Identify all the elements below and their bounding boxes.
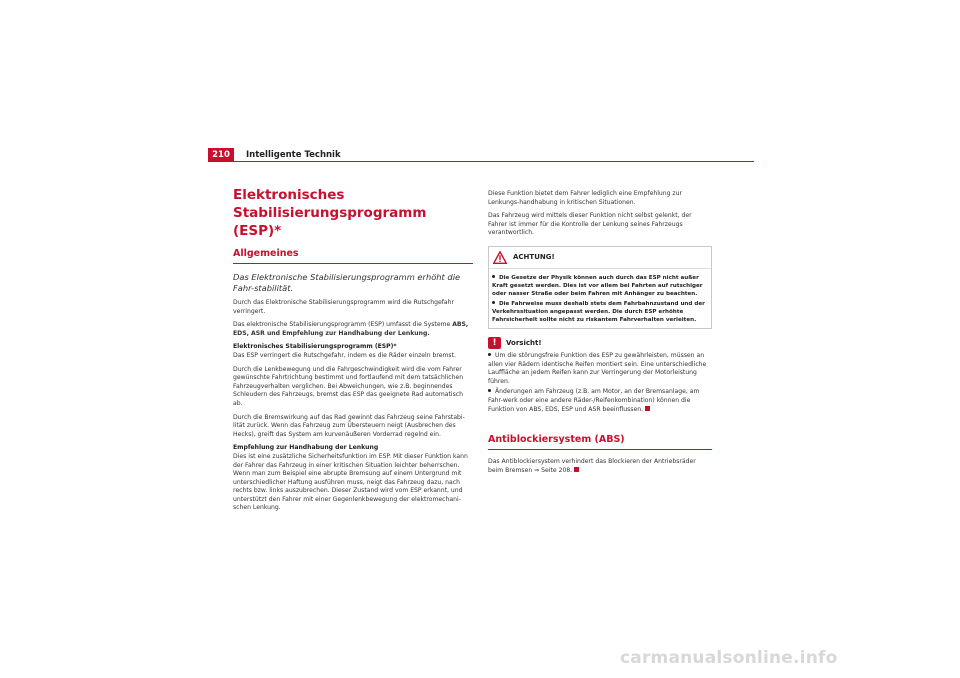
paragraph: Diese Funktion bietet dem Fahrer lediglich eine Empfehlung zur Lenkungs-handhabung in kritischen Situationen.	[488, 190, 682, 206]
paragraph: Das Fahrzeug wird mittels dieser Funktion nicht selbst gelenkt, der Fahrer ist immer für die Kontrolle der Lenkung seines Fahrzeugs verantwortlich.	[488, 212, 692, 237]
header-divider	[208, 161, 754, 162]
bullet-icon	[492, 301, 495, 304]
watermark: carmanualsonline.info	[620, 648, 838, 668]
bullet-icon	[488, 353, 491, 356]
esp-heading: Elektronisches Stabilisierungsprogramm (ESP)*	[233, 343, 397, 351]
warning-item	[492, 300, 708, 324]
warning-body	[489, 269, 711, 328]
paragraph: Dies ist eine zusätzliche Sicherheitsfunktion im ESP. Mit dieser Funktion kann der Fahrer das Fahrzeug in einer kritischen Situation leichter beherrschen. Wenn man zum Beispiel eine abrupte Bremsung auf einem Untergrund mit unterschiedlicher Haftung ausführen muss, neigt das Fahrzeug dazu, nach rechts bzw. links auszubrechen. Dieser Zustand wird vom ESP erkannt, und unterstützt den Fahrer mit einer Gegenlenkbewegung der elektromechani-schen Lenkung.	[233, 452, 468, 512]
section-title: Elektronisches Stabilisierungsprogramm (ESP)*	[233, 187, 427, 239]
paragraph: Durch die Bremswirkung auf das Rad gewinnt das Fahrzeug seine Fahrstabi-lität zurück. Wenn das Fahrzeug zum Übersteuern neigt (Ausbrechen des Hecks), greift das System am kurvenäußeren Vorderrad regelnd ein.	[233, 413, 465, 438]
paragraph: Das ESP verringert die Rutschgefahr, indem es die Räder einzeln bremst.	[233, 351, 456, 359]
warning-item-text: Die Fahrweise muss deshalb stets dem Fahrbahnzustand und der Verkehrssituation angepasst werden. Die durch ESP erhöhte Fahrsicherheit sollte nicht zu riskantem Fahrverhalten verleiten.	[492, 300, 705, 323]
end-marker-icon	[574, 467, 579, 472]
bullet-icon	[488, 389, 491, 392]
caution-item-text: Um die störungsfreie Funktion des ESP zu gewährleisten, müssen an allen vier Rädern identische Reifen montiert sein. Eine unterschiedliche Lauffläche an jedem Reifen kann zur Verringerung der Motorleistung führen.	[488, 351, 707, 385]
bullet-icon	[492, 275, 495, 278]
warning-item	[492, 274, 708, 298]
warning-triangle-icon	[493, 251, 507, 264]
warning-item-text: Die Gesetze der Physik können auch durch das ESP nicht außer Kraft gesetzt werden. Dies ist vor allem bei Fahrten auf rutschiger oder nasser Straße oder beim Fahren mit Anhänger zu beachten.	[492, 274, 703, 297]
subsection-heading: Allgemeines	[233, 248, 473, 264]
paragraph-text: Das elektronische Stabilisierungsprogramm (ESP) umfasst die Systeme	[233, 321, 453, 329]
page-number: 210	[208, 148, 234, 162]
exclamation-icon: !	[488, 337, 501, 349]
warning-title: ACHTUNG!	[513, 253, 555, 262]
right-column	[488, 190, 712, 475]
abs-text: Das Antiblockiersystem verhindert das Blockieren der Antriebsräder beim Bremsen ⇒ Seite 208.	[488, 458, 696, 474]
left-column	[233, 186, 473, 513]
paragraph: Durch die Lenkbewegung und die Fahrgeschwindigkeit wird die vom Fahrer gewünschte Fahrtrichtung bestimmt und fortlaufend mit dem tatsächlichen Fahrzeugverhalten verglichen. Bei Abweichungen, wie z.B. beginnendes Schleudern des Fahrzeugs, bremst das ESP das geeignete Rad automatisch ab.	[233, 365, 464, 407]
lead-paragraph: Das Elektronische Stabilisierungsprogramm erhöht die Fahr-stabilität.	[233, 272, 461, 293]
abs-heading: Antiblockiersystem (ABS)	[488, 434, 712, 450]
caution-item-text: Änderungen am Fahrzeug (z.B. am Motor, an der Bremsanlage, am Fahr-werk oder eine andere Räder-/Reifenkombination) können die Funktion von ABS, EDS, ESP und ASR beeinflussen.	[488, 388, 700, 413]
warning-box	[488, 246, 712, 329]
paragraph: Durch das Elektronische Stabilisierungsprogramm wird die Rutschgefahr verringert.	[233, 299, 455, 315]
caution-title: Vorsicht!	[506, 338, 542, 347]
paragraph	[233, 321, 473, 338]
paragraph	[488, 458, 712, 475]
caution-header	[488, 337, 712, 349]
end-marker-icon	[645, 406, 650, 411]
caution-item	[488, 388, 712, 414]
systems-list: ABS, EDS, ASR und Empfehlung zur Handhabung der Lenkung.	[233, 321, 469, 337]
caution-item	[488, 352, 712, 386]
steering-heading: Empfehlung zur Handhabung der Lenkung	[233, 444, 379, 452]
running-header: Intelligente Technik	[246, 150, 341, 160]
warning-header	[489, 247, 711, 269]
